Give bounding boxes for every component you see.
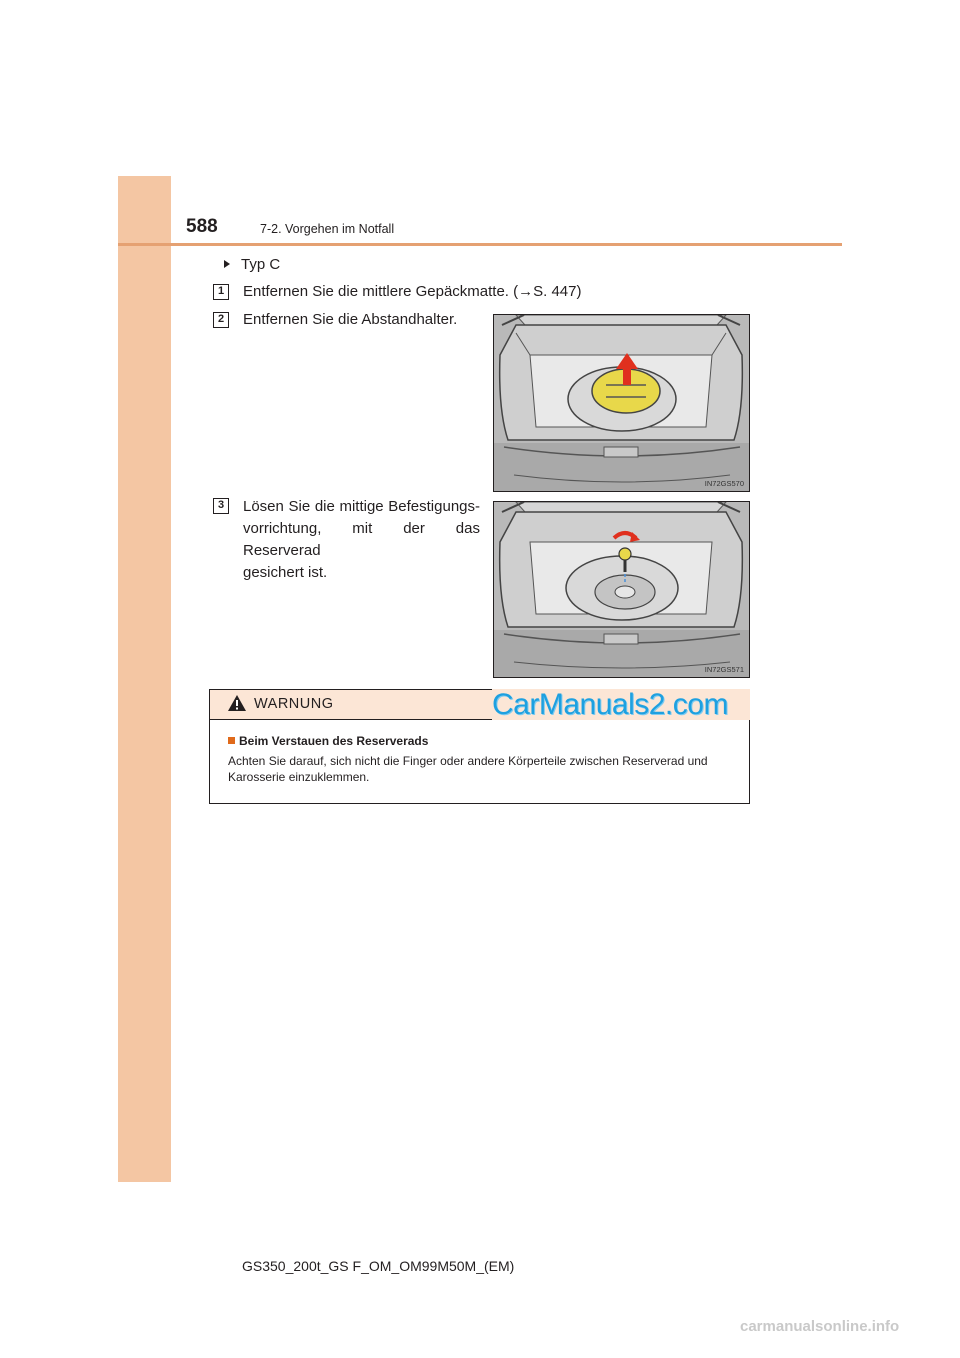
trunk-fastener-illustration <box>494 502 749 677</box>
triangle-bullet-icon <box>224 260 230 268</box>
chapter-sidebar <box>118 176 171 1182</box>
page-number: 588 <box>186 216 218 237</box>
step-text-1: Entfernen Sie die mittlere Gepäckmatte. (→S. 447) <box>243 283 582 300</box>
step-text-2: Entfernen Sie die Abstandhalter. <box>243 311 458 328</box>
figure-code: IN72GS571 <box>704 665 744 674</box>
step-text-3-line-2: vorrichtung, mit der das Reserverad <box>243 520 480 559</box>
type-label <box>224 256 280 273</box>
site-watermark: carmanualsonline.info <box>740 1318 900 1335</box>
warning-subtitle-text: Beim Verstauen des Reserverads <box>239 734 429 748</box>
square-bullet-icon <box>228 737 235 744</box>
footer-model-code: GS350_200t_GS F_OM_OM99M50M_(EM) <box>242 1258 515 1274</box>
trunk-spacer-illustration <box>494 315 749 491</box>
warning-title: WARNUNG <box>254 696 334 712</box>
step-number-3: 3 <box>213 498 229 514</box>
section-title: 7-2. Vorgehen im Notfall <box>260 222 395 236</box>
warning-triangle-icon <box>227 694 247 712</box>
watermark-logo: CarManuals2.com <box>492 689 750 720</box>
step-text-3-line-3: gesichert ist. <box>243 564 328 581</box>
step-number-1: 1 <box>213 284 229 300</box>
figure-code: IN72GS570 <box>704 479 744 488</box>
warning-subtitle <box>228 734 428 748</box>
step-number-2: 2 <box>213 312 229 328</box>
figure-trunk-fastener <box>493 501 750 678</box>
type-label-text: Typ C <box>241 256 281 273</box>
header-rule <box>118 243 842 246</box>
step-text-3-line-1: Lösen Sie die mittige Befestigungs- <box>243 498 480 515</box>
warning-text: Achten Sie darauf, sich nicht die Finger oder andere Körperteile zwischen Reserverad und Karosserie einzuklemmen. <box>228 754 708 784</box>
step-text-3 <box>243 496 480 584</box>
figure-trunk-spacer <box>493 314 750 492</box>
